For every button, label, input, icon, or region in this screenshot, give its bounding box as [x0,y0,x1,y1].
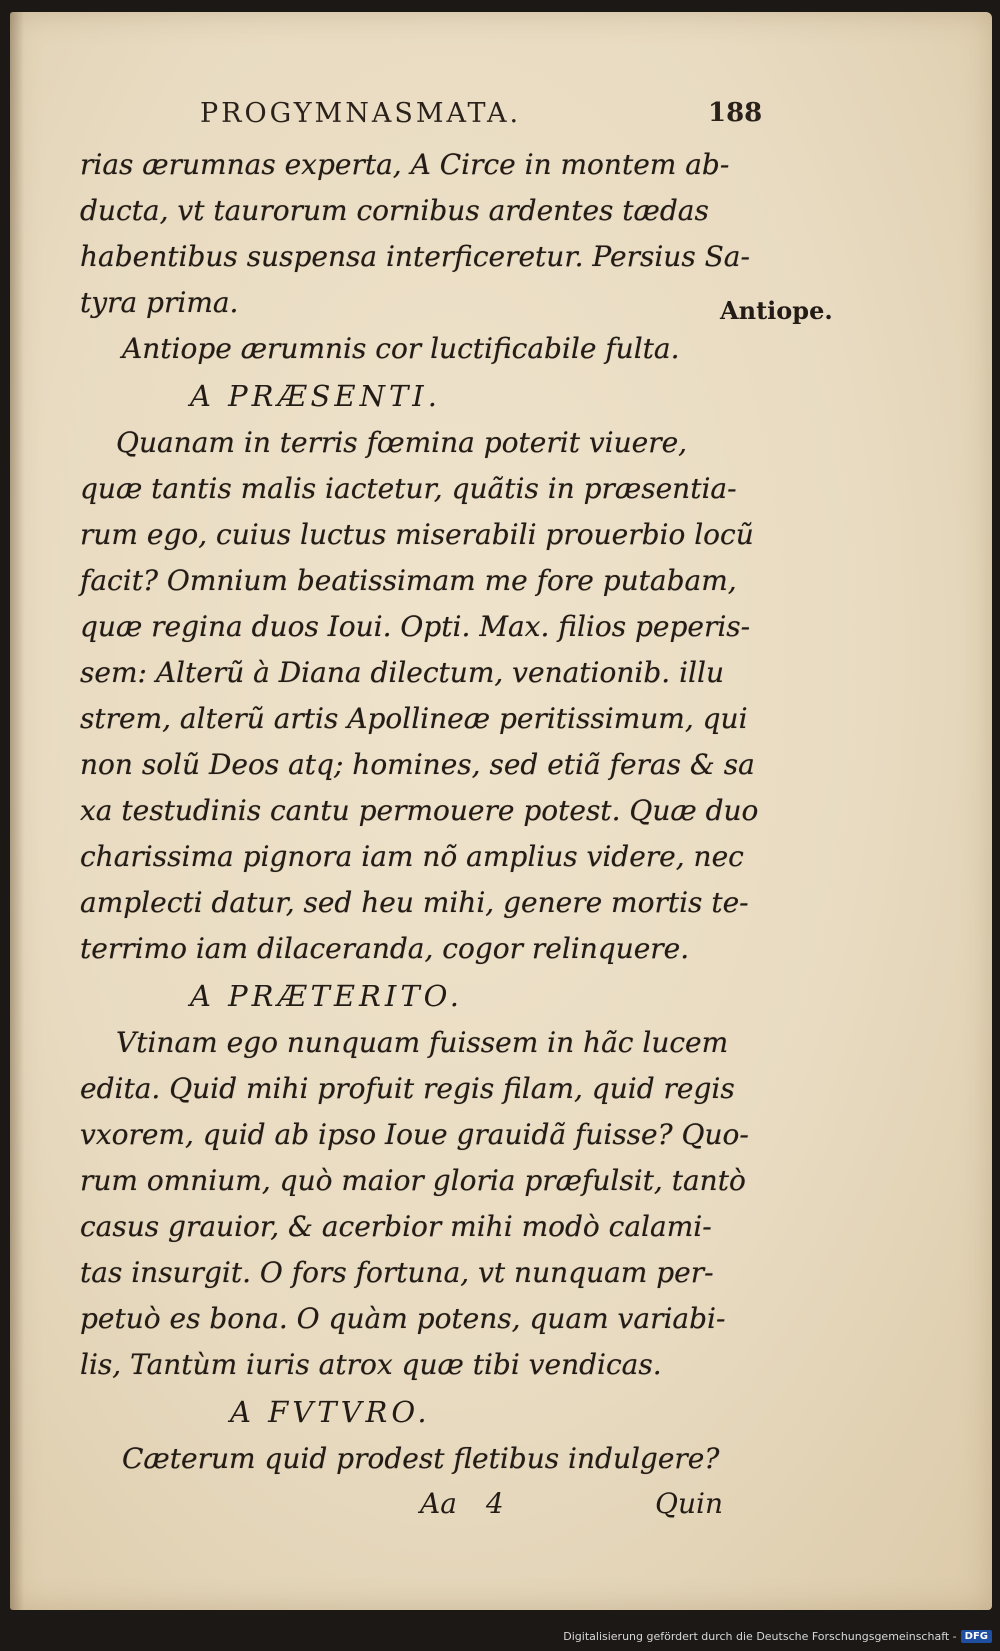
text-line: casus grauior, & acerbior mihi modò calami- [80,1210,712,1243]
section-heading-futuro: A FVTVRO. [230,1395,431,1429]
text-line: tas insurgit. O fors fortuna, vt nunquam per- [80,1256,714,1289]
text-line: strem, alterũ artis Apollineæ peritissimum, qui [80,702,748,735]
text-line: rum ego, cuius luctus miserabili prouerbio locũ [80,518,754,551]
text-line: tyra prima. [80,286,239,319]
catchword: Quin [655,1487,723,1520]
text-line: sem: Alterũ à Diana dilectum, venationib. illu [80,656,724,689]
text-line: Quanam in terris fœmina poterit viuere, [116,426,688,459]
text-line: lis, Tantùm iuris atrox quæ tibi vendicas. [80,1348,662,1381]
running-title: PROGYMNASMATA. [200,98,522,129]
text-line: quæ regina duos Ioui. Opti. Max. filios peperis- [80,610,751,643]
text-line: rum omnium, quò maior gloria præfulsit, tantò [80,1164,746,1197]
section-heading-praeterito: A PRÆTERITO. [190,979,463,1013]
text-line: vxorem, quid ab ipso Ioue grauidã fuisse? Quo- [80,1118,749,1151]
text-line: edita. Quid mihi profuit regis filam, quid regis [80,1072,735,1105]
signature-mark: Aa 4 [420,1487,504,1520]
running-head [10,98,992,138]
text-line: Cæterum quid prodest fletibus indulgere? [122,1442,720,1475]
credit-text: Digitalisierung gefördert durch die Deutsche Forschungsgemeinschaft - [563,1629,957,1643]
page-gutter-shadow [10,12,24,1610]
dfg-logo-badge: DFG [961,1630,992,1643]
text-line: habentibus suspensa interficeretur. Persius Sa- [80,240,750,273]
text-line: xa testudinis cantu permouere potest. Quæ duo [80,794,759,827]
main-text-block [80,142,770,1526]
text-line: petuò es bona. O quàm potens, quam variabi- [80,1302,726,1335]
text-line: terrimo iam dilaceranda, cogor relinquere. [80,932,690,965]
section-heading-praesenti: A PRÆSENTI. [190,379,441,413]
verse-quotation: Antiope ærumnis cor luctificabile fulta. [122,332,680,365]
text-line: Vtinam ego nunquam fuissem in hãc lucem [116,1026,729,1059]
text-line: rias ærumnas experta, A Circe in montem ab- [80,148,730,181]
book-page [10,12,992,1610]
text-line: quæ tantis malis iactetur, quãtis in præsentia- [80,472,737,505]
text-line: charissima pignora iam nõ amplius videre, nec [80,840,744,873]
marginal-note: Antiope. [720,296,833,325]
text-line: non solũ Deos atq; homines, sed etiã feras & sa [80,748,755,781]
catch-line [80,1482,770,1526]
digitization-credit [563,1625,992,1647]
text-line: facit? Omnium beatissimam me fore putabam, [80,564,737,597]
text-line: amplecti datur, sed heu mihi, genere mortis te- [80,886,749,919]
page-number: 188 [708,98,763,128]
text-line: ducta, vt taurorum cornibus ardentes tædas [80,194,709,227]
